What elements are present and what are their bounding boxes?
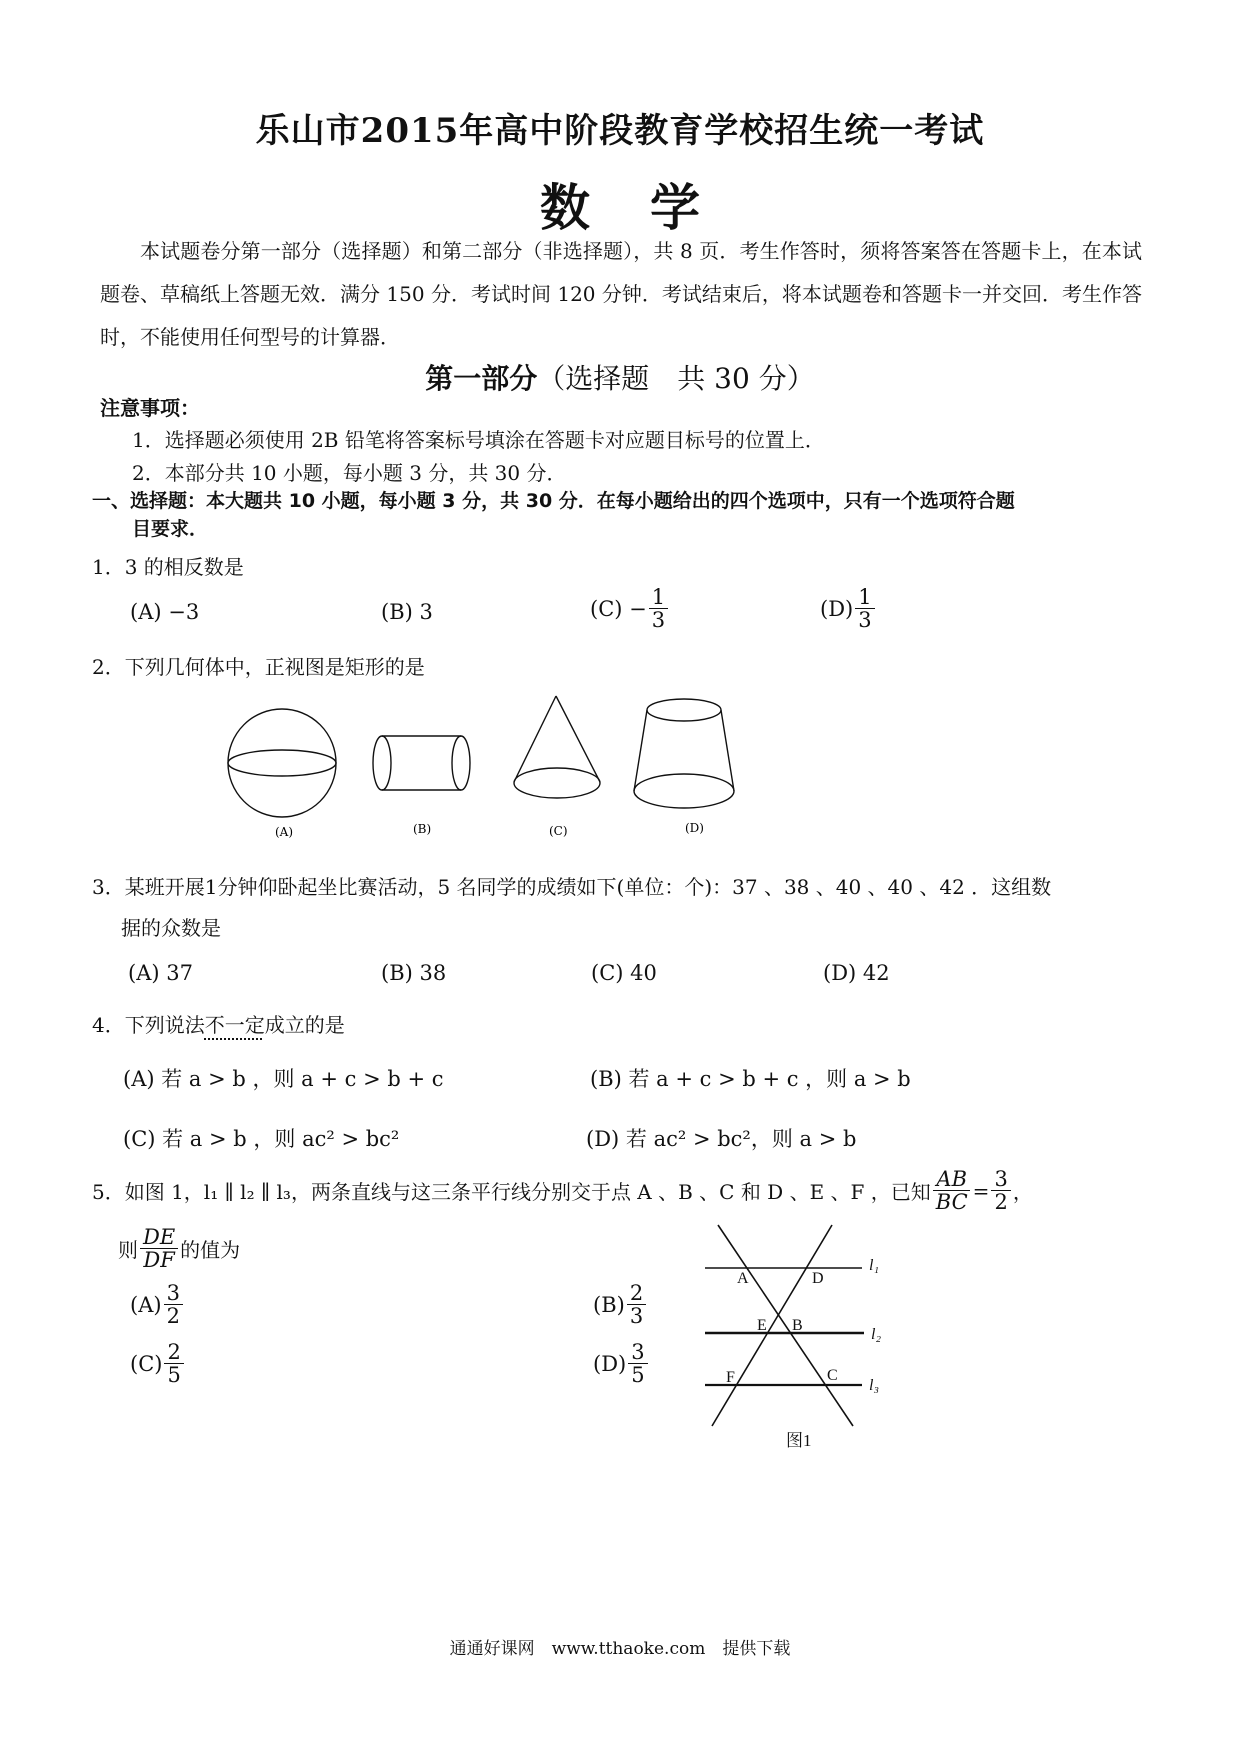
q5-option-fraction — [164, 1282, 183, 1327]
q5-option-label: (D) — [593, 1351, 627, 1376]
note-item-2: 2．本部分共 10 小题，每小题 3 分，共 30 分． — [132, 461, 567, 485]
point-label-e: E — [757, 1317, 767, 1334]
note-item-1: 1．选择题必须使用 2B 铅笔将答案标号填涂在答题卡对应题目标号的位置上． — [132, 428, 825, 452]
q5-stem-pre: 5．如图 1，l₁ ∥ l₂ ∥ l₃，两条直线与这三条平行线分别交于点 A 、B 、C 和 D 、E 、F ，已知 — [92, 1180, 931, 1205]
fraction-numerator: DE — [140, 1226, 178, 1249]
q5-given-ratio — [991, 1168, 1010, 1213]
q5-option-fraction — [628, 1341, 647, 1386]
q1-option-d — [820, 586, 877, 631]
point-label-b: B — [792, 1317, 803, 1334]
footer-watermark: 通通好课网 www.tthaoke.com 提供下载 — [449, 1639, 791, 1659]
sphere-equator — [228, 750, 336, 776]
fraction-numerator: 3 — [164, 1282, 183, 1305]
point-label-a: A — [737, 1270, 749, 1287]
q1-option-a: (A) −3 — [130, 600, 200, 624]
q4-stem-emphasis: 不一定 — [204, 1013, 265, 1037]
part1-title-bold: 第一部分 — [425, 362, 538, 395]
q5-option-fraction — [164, 1341, 183, 1386]
solid-label-c: (C) — [549, 824, 568, 838]
fraction-denominator: 5 — [167, 1363, 181, 1388]
part1-heading — [0, 357, 1240, 397]
point-label-c: C — [827, 1367, 838, 1384]
q4-stem — [92, 1009, 345, 1038]
q1-option-b: (B) 3 — [381, 600, 433, 624]
line-label-l1: l₁ — [869, 1257, 880, 1274]
q5-ratio-de-df — [140, 1226, 178, 1271]
q5-line2 — [118, 1226, 240, 1271]
q5-option-c — [130, 1341, 186, 1386]
q5-option-b — [593, 1282, 648, 1327]
q1-stem: 1．3 的相反数是 — [92, 555, 244, 579]
cone-shape — [514, 696, 600, 798]
q5-option-fraction — [627, 1282, 646, 1327]
point-label-f: F — [726, 1369, 735, 1386]
sphere-shape — [228, 709, 336, 817]
q5-equals: = — [972, 1178, 990, 1203]
q5-option-d — [593, 1341, 650, 1386]
fraction-denominator: BC — [935, 1190, 968, 1215]
fraction-denominator: 3 — [629, 1304, 644, 1329]
cylinder-shape — [373, 736, 470, 790]
q5-option-label: (A) — [130, 1292, 162, 1317]
frustum-shape — [634, 699, 734, 808]
intro-text: 本试题卷分第一部分（选择题）和第二部分（非选择题），共 8 页．考生作答时，须将答案答在答题卡上，在本试题卷、草稿纸上答题无效．满分 150 分．考试时间 120 分钟．考试结束后，将本试题卷和答题卡一并交回．考生作答时，不能使用任何型号的计算器． — [100, 239, 1142, 349]
fraction-denominator: 2 — [994, 1190, 1008, 1215]
intro-paragraph — [100, 230, 1142, 359]
fraction-denominator: 2 — [166, 1304, 180, 1329]
q4-option-d: (D) 若 ac² > bc²，则 a > b — [586, 1127, 857, 1151]
q3-stem-line1: 3．某班开展1分钟仰卧起坐比赛活动，5 名同学的成绩如下(单位：个)：37 、38 、40 、40 、42 ．这组数 — [92, 875, 1052, 899]
q5-stem: 5．如图 1，l₁ ∥ l₂ ∥ l₃，两条直线与这三条平行线分别交于点 A 、B 、C 和 D 、E 、F ，已知 $\frac{AB}{BC}$ = $\frac{3}{2}$ ， — [92, 1167, 1033, 1215]
q1-option-c-prefix: (C) − — [590, 596, 647, 621]
section1-line2: 目要求． — [132, 518, 209, 540]
subject-title: 数学 — [540, 178, 760, 237]
fraction-denominator: DF — [143, 1248, 175, 1273]
q1-option-c — [590, 586, 670, 631]
q5-line2-pre: 则 — [118, 1238, 138, 1263]
fraction-denominator: 3 — [858, 608, 872, 633]
solid-label-b: (B) — [413, 822, 432, 836]
q4-stem-pre: 4．下列说法 — [92, 1013, 205, 1037]
line-label-l3: l₃ — [869, 1377, 880, 1394]
fraction-numerator: AB — [933, 1168, 970, 1191]
exam-title: 乐山市2015年高中阶段教育学校招生统一考试 — [255, 111, 985, 151]
q1-option-c-fraction — [649, 586, 668, 631]
solid-label-a: (A) — [275, 825, 294, 839]
q5-line2-post: 的值为 — [180, 1238, 241, 1263]
q5-ratio-ab-bc — [933, 1168, 971, 1213]
part1-title-rest: （选择题 共 30 分） — [537, 362, 815, 395]
q3-option-c: (C) 40 — [591, 961, 657, 985]
fraction-numerator: 3 — [628, 1341, 647, 1364]
q1-option-d-fraction — [855, 586, 874, 631]
q2-stem: 2．下列几何体中，正视图是矩形的是 — [92, 655, 425, 679]
point-label-d: D — [812, 1270, 824, 1287]
q3-option-d: (D) 42 — [823, 961, 890, 985]
figure-caption: 图1 — [786, 1431, 812, 1450]
q3-stem-line2: 据的众数是 — [121, 916, 221, 940]
q5-option-label: (C) — [130, 1351, 163, 1376]
q2-solids-figure — [220, 690, 780, 850]
transversal-line-2 — [712, 1225, 832, 1426]
fraction-numerator: 1 — [855, 586, 874, 609]
solid-label-d: (D) — [685, 821, 704, 835]
fraction-numerator: 3 — [991, 1168, 1010, 1191]
q4-stem-post: 成立的是 — [264, 1013, 345, 1037]
fraction-numerator: 2 — [164, 1341, 183, 1364]
figure-1-parallel-lines — [700, 1220, 910, 1460]
notes-heading: 注意事项： — [100, 396, 200, 420]
q5-option-a — [130, 1282, 185, 1327]
line-label-l2: l₂ — [871, 1326, 882, 1343]
q4-option-c: (C) 若 a > b ，则 ac² > bc² — [123, 1127, 400, 1151]
q3-option-a: (A) 37 — [128, 961, 193, 985]
transversal-line-1 — [718, 1225, 853, 1426]
q4-option-b: (B) 若 a + c > b + c ，则 a > b — [590, 1067, 911, 1091]
fraction-numerator: 1 — [649, 586, 668, 609]
section1-line1: 一、选择题：本大题共 10 小题，每小题 3 分，共 30 分．在每小题给出的四个选项中，只有一个选项符合题 — [92, 490, 1015, 512]
fraction-numerator: 2 — [627, 1282, 646, 1305]
fraction-denominator: 5 — [631, 1363, 645, 1388]
q5-option-label: (B) — [593, 1292, 625, 1317]
q3-option-b: (B) 38 — [381, 961, 447, 985]
q4-option-a: (A) 若 a > b ，则 a + c > b + c — [123, 1067, 444, 1091]
fraction-denominator: 3 — [651, 608, 666, 633]
q1-option-d-prefix: (D) — [820, 596, 854, 621]
